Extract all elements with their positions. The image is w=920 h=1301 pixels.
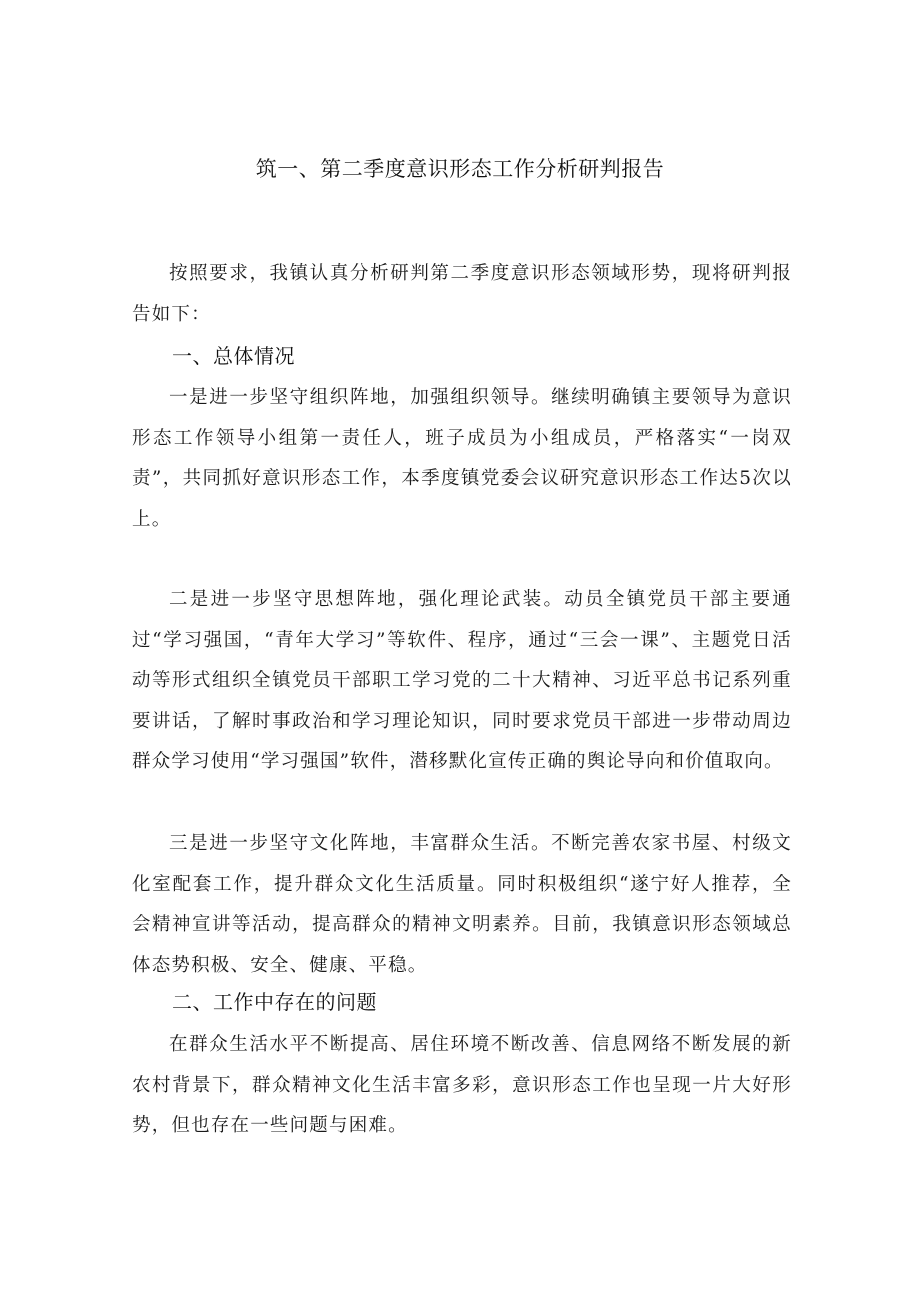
- section-heading-problems: 二、工作中存在的问题: [172, 990, 377, 1014]
- paragraph-ideology: 二是进一步坚守思想阵地，强化理论武装。动员全镇党员干部主要通过“学习强国，“青年大学习”等软件、程序，通过“三会一课”、主题党日活动等形式组织全镇党员干部职工学习党的二十大精神、习近平总书记系列重要讲话，了解时事政治和学习理论知识，同时要求党员干部进一步带动周边群众学习使用“学习强国”软件，潜移默化宣传正确的舆论导向和价值取向。: [132, 589, 792, 773]
- paragraph-organization: 一是进一步坚守组织阵地，加强组织领导。继续明确镇主要领导为意识形态工作领导小组第一责任人，班子成员为小组成员，严格落实“一岗双责”，共同抓好意识形态工作，本季度镇党委会议研究意识形态工作达5次以上。: [132, 387, 792, 530]
- intro-paragraph: 按照要求，我镇认真分析研判第二季度意识形态领域形势，现将研判报告如下：: [132, 263, 792, 325]
- paragraph-problems: 在群众生活水平不断提高、居住环境不断改善、信息网络不断发展的新农村背景下，群众精神文化生活丰富多彩，意识形态工作也呈现一片大好形势，但也存在一些问题与困难。: [132, 1034, 792, 1137]
- document-title: 筑一、第二季度意识形态工作分析研判报告: [255, 157, 665, 181]
- paragraph-culture: 三是进一步坚守文化阵地，丰富群众生活。不断完善农家书屋、村级文化室配套工作，提升群众文化生活质量。同时积极组织“遂宁好人推荐，全会精神宣讲等活动，提高群众的精神文明素养。目前，我镇意识形态领域总体态势积极、安全、健康、平稳。: [132, 833, 792, 976]
- section-heading-overview: 一、总体情况: [172, 344, 295, 368]
